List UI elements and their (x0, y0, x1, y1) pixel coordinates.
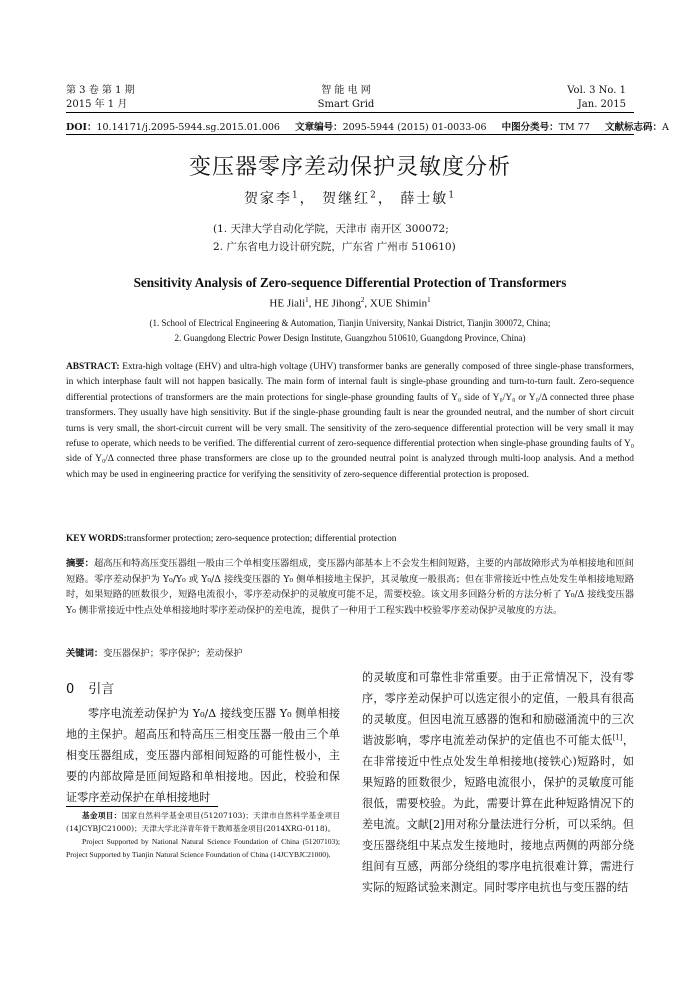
affiliations-en (0, 316, 700, 346)
author-separator: , (364, 297, 370, 310)
author-affil-mark: 1 (291, 190, 300, 201)
paper-title-cn: 变压器零序差动保护灵敏度分析 (188, 155, 511, 180)
doi-value[interactable]: 10.14171/j.2095-5944.sg.2015.01.006 (96, 122, 280, 133)
section-title: 引言 (88, 682, 115, 697)
keywords-en (66, 534, 634, 544)
author-affil-mark: 2 (360, 296, 365, 304)
paper-title-en: Sensitivity Analysis of Zero-sequence Differential Protection of Transformers (133, 275, 567, 290)
header-journal-en: Smart Grid (317, 99, 375, 110)
funding-footnote (66, 809, 340, 861)
clc-value: TM 77 (558, 122, 590, 133)
author-en: XUE Shimin (369, 297, 428, 310)
author-en: HE Jihong (314, 297, 361, 310)
author-affil-mark: 1 (305, 296, 309, 304)
keywords-cn-label: 关键词： (66, 648, 104, 659)
section-heading (66, 678, 114, 697)
abstract-cn-text: 超高压和特高压变压器组一般由三个单相变压器组成，变压器内部基本上不会发生相间短路，主要的内部故障形式为单相接地和匝间短路。零序差动保护为 Y₀/Y₀ 或 Y₀/Δ 接线变压器的 Y₀ 侧单相接地主保护，其灵敏度一般很高；但在非常接近中性点处发生单相接地短路时，如果短路的匝数很少，短路电流很小，零序差动保护的灵敏度可能不足，需要校验。该文用多回路分析的方法分析了 Y₀/Δ 接线变压器 Y₀ 侧非常接近中性点处单相接地时零序差动保护的差电流，提供了一种用于工程实践中校验零序差动保护灵敏度的方法。 (66, 558, 634, 616)
header-rule (66, 112, 634, 113)
author-cn: 贺家李 (243, 191, 292, 207)
author-en: HE Jiali (269, 297, 306, 310)
body-right-text: ，在非常接近中性点处发生单相接地(接铁心)短路时，如果短路的匝数很少，短路电流很小，保护的灵敏度可能很低，需要校验。为此，需要计算在此种短路情况下的差电流。文献 (362, 734, 634, 831)
author-cn: 薛士敏 (400, 191, 449, 207)
affiliation-cn-2: 2. 广东省电力设计研究院，广东省 广州市 510610) (213, 241, 456, 253)
citation-ref[interactable]: [1] (612, 733, 623, 742)
affiliation-en-2: 2. Guangdong Electric Power Design Institute, Guangzhou 510610, Guangdong Province, China) (174, 333, 526, 343)
doc-code-label: 文献标志码： (604, 122, 662, 133)
header-volume-en: Vol. 3 No. 1 (567, 85, 626, 96)
footnote-text-en: Project Supported by National Natural Science Foundation of China (51207103); Project Supported by Tianjin Natural Science Foundation of China (14JCYBJC21000). (66, 837, 340, 859)
footnote-label: 基金项目： (82, 811, 122, 820)
keywords-cn-text: 变压器保护；零序保护；差动保护 (103, 648, 243, 659)
header-journal-cn: 智 能 电 网 (321, 85, 371, 96)
doc-code-value: A (661, 122, 669, 133)
keywords-en-label: KEY WORDS: (66, 534, 127, 544)
citation-ref[interactable]: [2] (428, 818, 445, 831)
article-no-value: 2095-5944 (2015) 01-0033-06 (342, 122, 487, 133)
authors-en (0, 296, 700, 310)
affiliation-en-1: (1. School of Electrical Engineering & Automation, Tianjin University, Nankai District, Tianjin 300072, China; (149, 318, 551, 328)
doi-label: DOI： (66, 122, 97, 133)
header-right (567, 84, 626, 112)
body-right-text: 的灵敏度和可靠性非常重要。由于正常情况下，没有零序，零序差动保护可以选定很小的定值，一般具有很高的灵敏度。但因电流互感器的饱和和励磁涌流中的三次谐波影响，零序电流差动保护的定值也不可能太低 (362, 671, 634, 747)
body-right-column (362, 667, 634, 898)
section-number: 0 (66, 682, 75, 697)
header-volume-cn: 第 3 卷 第 1 期 (66, 85, 135, 96)
author-separator: ， (377, 191, 394, 207)
doi-line (66, 119, 669, 133)
author-separator: ， (299, 191, 316, 207)
author-cn: 贺继红 (322, 191, 371, 207)
body-right-text: 用对称分量法进行分析，可以采纳。但变压器绕组中某点发生接地时，接地点两侧的两部分绕组间有互感，两部分绕组的零序电抗很难计算，需进行实际的短路试验来测定。同时零序电抗也与变压器的结 (362, 818, 634, 894)
header-date-en: Jan. 2015 (577, 99, 626, 110)
footnote-cn (66, 809, 340, 835)
footnote-rule (66, 806, 218, 807)
author-separator: , (308, 297, 315, 310)
author-affil-mark: 2 (370, 190, 378, 201)
keywords-en-text: transformer protection; zero-sequence protection; differential protection (126, 534, 397, 544)
clc-label: 中图分类号： (501, 122, 559, 133)
abstract-cn-label: 摘要： (66, 558, 94, 569)
article-no-label: 文章编号： (295, 122, 343, 133)
authors-cn (0, 188, 700, 208)
affiliations-cn (0, 220, 700, 256)
body-left-column: 零序电流差动保护为 Y₀/Δ 接线变压器 Y₀ 侧单相接地的主保护。超高压和特高压三相变压器一般由三个单相变压器组成，变压器内部相间短路的可能性极小，主要的内部故障是匝间短路和单相接地。因此，校验和保证零序差动保护在单相接地时 (66, 707, 340, 804)
abstract-en (66, 360, 634, 483)
footnote-text-cn: 国家自然科学基金项目(51207103)；天津市自然科学基金项目(14JCYBJC21000)；天津大学北洋青年骨干教师基金项目(2014XRG-0118)。 (66, 811, 341, 833)
abstract-en-label: ABSTRACT: (66, 362, 120, 372)
keywords-cn (66, 645, 634, 659)
author-affil-mark: 1 (448, 190, 457, 201)
header-date-cn: 2015 年 1 月 (66, 99, 128, 110)
abstract-en-text: Extra-high voltage (EHV) and ultra-high voltage (UHV) transformer banks are generally composed of three single-phase transformers, in which interphase fault will not happen basically. The main form of internal fault is single-phase grounding and turn-to-turn fault. Zero-sequence differential protections of transformers are the main protections for single-phase grounding faults of Y₀ side of Y₀/Y₀ or Y₀/Δ connected three phase transformers. They usually have high sensitivity. But if the single-phase grounding fault is near the grounded neutral, and the number of short circuit turns is very small, the short-circuit current will be very small. The sensitivity of the zero-sequence differential protection will be very small it may refuse to operate, which needs to be verified. The differential current of zero-sequence differential protection when single-phase grounding faults of Y₀ side of Y₀/Δ connected three phase transformers are close up to the grounded neutral point is analyzed through multi-loop analysis. And a method which may be used in engineering practice for verifying the sensitivity of zero-sequence differential protection is proposed. (66, 362, 635, 480)
affiliation-cn-1: (1. 天津大学自动化学院，天津市 南开区 300072; (213, 223, 449, 235)
abstract-cn (66, 556, 634, 618)
header-center (66, 84, 626, 112)
doi-rule (66, 134, 634, 135)
author-affil-mark: 1 (427, 296, 431, 304)
